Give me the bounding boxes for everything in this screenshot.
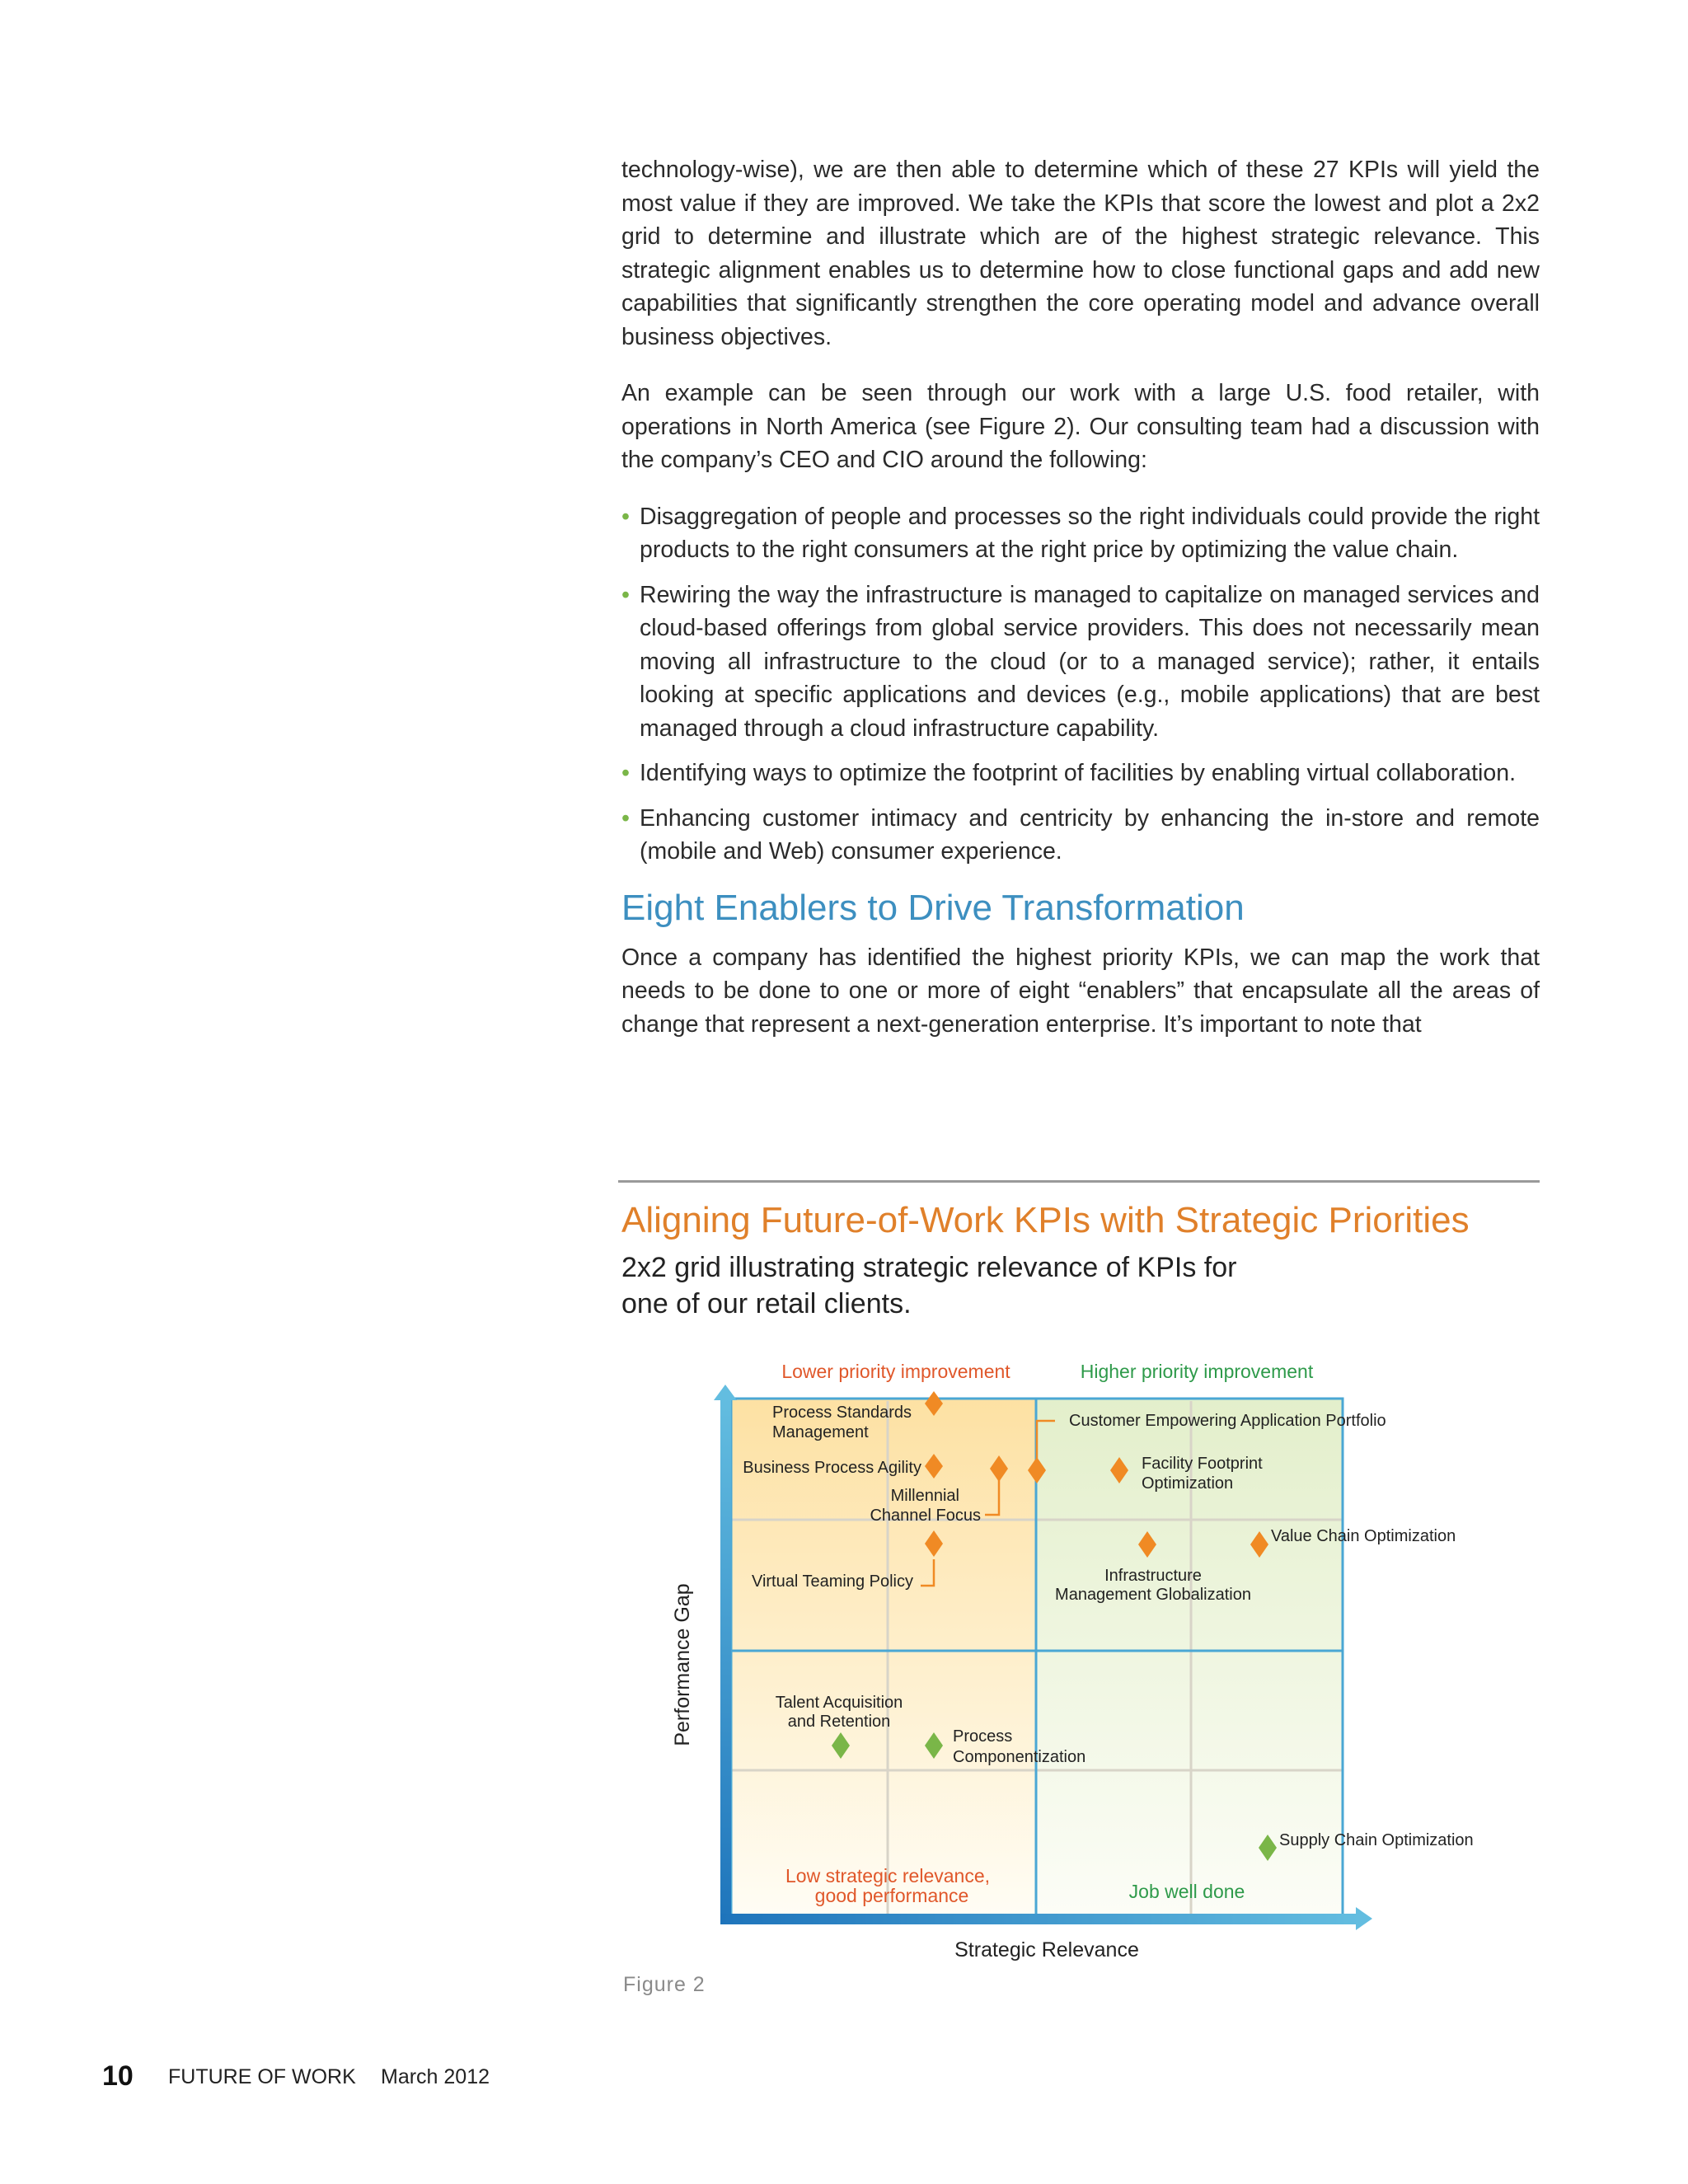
- figure-caption: Figure 2: [623, 1973, 706, 1996]
- label-process-componentization: Process: [953, 1727, 1013, 1746]
- label-process-standards: Process Standards: [772, 1404, 912, 1422]
- label-facility-footprint: Optimization: [1142, 1474, 1234, 1493]
- label-value-chain: Value Chain Optimization: [1271, 1527, 1456, 1545]
- x-axis-arrow-icon: [1356, 1907, 1372, 1930]
- bullet-dot-icon: •: [621, 760, 630, 786]
- label-millennial-channel: Channel Focus: [870, 1507, 981, 1525]
- label-supply-chain: Supply Chain Optimization: [1279, 1831, 1474, 1849]
- label-customer-empowering: Customer Empowering Application Portfolio: [1069, 1412, 1386, 1430]
- page-number: 10: [102, 2060, 134, 2092]
- header-higher-priority: Higher priority improvement: [1080, 1361, 1314, 1382]
- y-axis-label: Performance Gap: [671, 1583, 694, 1746]
- body-paragraph-3: Once a company has identified the highest priority KPIs, we can map the work that needs to be done to one or more of eight “enablers” that encapsulate all the areas of change that represent a next-generation enterprise. It’s important to note that: [621, 944, 1540, 1038]
- body-paragraph-1: technology-wise), we are then able to determine which of these 27 KPIs will yield the most value if they are improved. We take the KPIs that score the lowest and plot a 2x2 grid to determine and illustrate which are of the highest strategic relevance. This strategic alignment enables us to determine how to close functional gaps and add new capabilities that significantly strengthen the core operating model and advance overall business objectives.: [621, 157, 1540, 350]
- label-business-process-agility: Business Process Agility: [743, 1459, 921, 1477]
- x-axis-label: Strategic Relevance: [954, 1938, 1139, 1961]
- quadrant-caption-low-relevance: Low strategic relevance,: [785, 1865, 991, 1886]
- bullet-dot-icon: •: [621, 804, 630, 832]
- label-facility-footprint: Facility Footprint: [1142, 1455, 1263, 1473]
- bullet-item: • Disaggregation of people and processes so the right individuals could provide the right products to the right consumers at the right price by optimizing the value chain.: [621, 500, 1540, 567]
- figure-title: Aligning Future-of-Work KPIs with Strategic Priorities: [621, 1200, 1470, 1240]
- quadrant-caption-low-relevance: good performance: [814, 1885, 969, 1906]
- figure-subtitle-line: 2x2 grid illustrating strategic relevance of KPIs for: [621, 1252, 1237, 1283]
- bullet-item: • Rewiring the way the infrastructure is managed to capitalize on managed services and cloud-based offerings from global service providers. This does not necessarily mean moving all infrastructure to the cloud (or to a managed service); rather, it entails looking at specific applications and devices (e.g., mobile applications) that are best managed through a cloud infrastructure capability.: [621, 579, 1540, 746]
- y-axis-arrow-icon: [714, 1385, 737, 1400]
- body-paragraph-2: An example can be seen through our work with a large U.S. food retailer, with operations in North America (see Figure 2). Our consulting team had a discussion with the company’s CEO and CIO around the following:: [621, 380, 1540, 473]
- label-process-standards: Management: [772, 1423, 869, 1441]
- label-millennial-channel: Millennial: [890, 1487, 959, 1505]
- y-axis-line: [720, 1399, 731, 1924]
- label-process-componentization: Componentization: [953, 1748, 1086, 1766]
- header-lower-priority: Lower priority improvement: [781, 1361, 1010, 1382]
- label-talent-acquisition: Talent Acquisition: [775, 1694, 903, 1712]
- label-virtual-teaming: Virtual Teaming Policy: [751, 1572, 913, 1591]
- label-talent-acquisition: and Retention: [787, 1713, 891, 1731]
- x-axis-line: [720, 1914, 1358, 1924]
- publication-name: FUTURE OF WORK: [168, 2065, 356, 2088]
- publication-date: March 2012: [381, 2065, 490, 2088]
- bullet-item: • Enhancing customer intimacy and centricity by enhancing the in-store and remote (mobile and Web) consumer experience.: [621, 802, 1540, 869]
- bullet-dot-icon: •: [621, 581, 630, 608]
- bullet-item: • Identifying ways to optimize the footprint of facilities by enabling virtual collaboration.: [621, 757, 1540, 790]
- label-infrastructure: Management Globalization: [1055, 1586, 1251, 1604]
- quadrant-caption-job-well-done: Job well done: [1128, 1881, 1245, 1902]
- bullet-dot-icon: •: [621, 503, 630, 530]
- figure-subtitle-line: one of our retail clients.: [621, 1288, 912, 1319]
- section-heading: Eight Enablers to Drive Transformation: [621, 887, 1245, 928]
- label-infrastructure: Infrastructure: [1104, 1567, 1202, 1585]
